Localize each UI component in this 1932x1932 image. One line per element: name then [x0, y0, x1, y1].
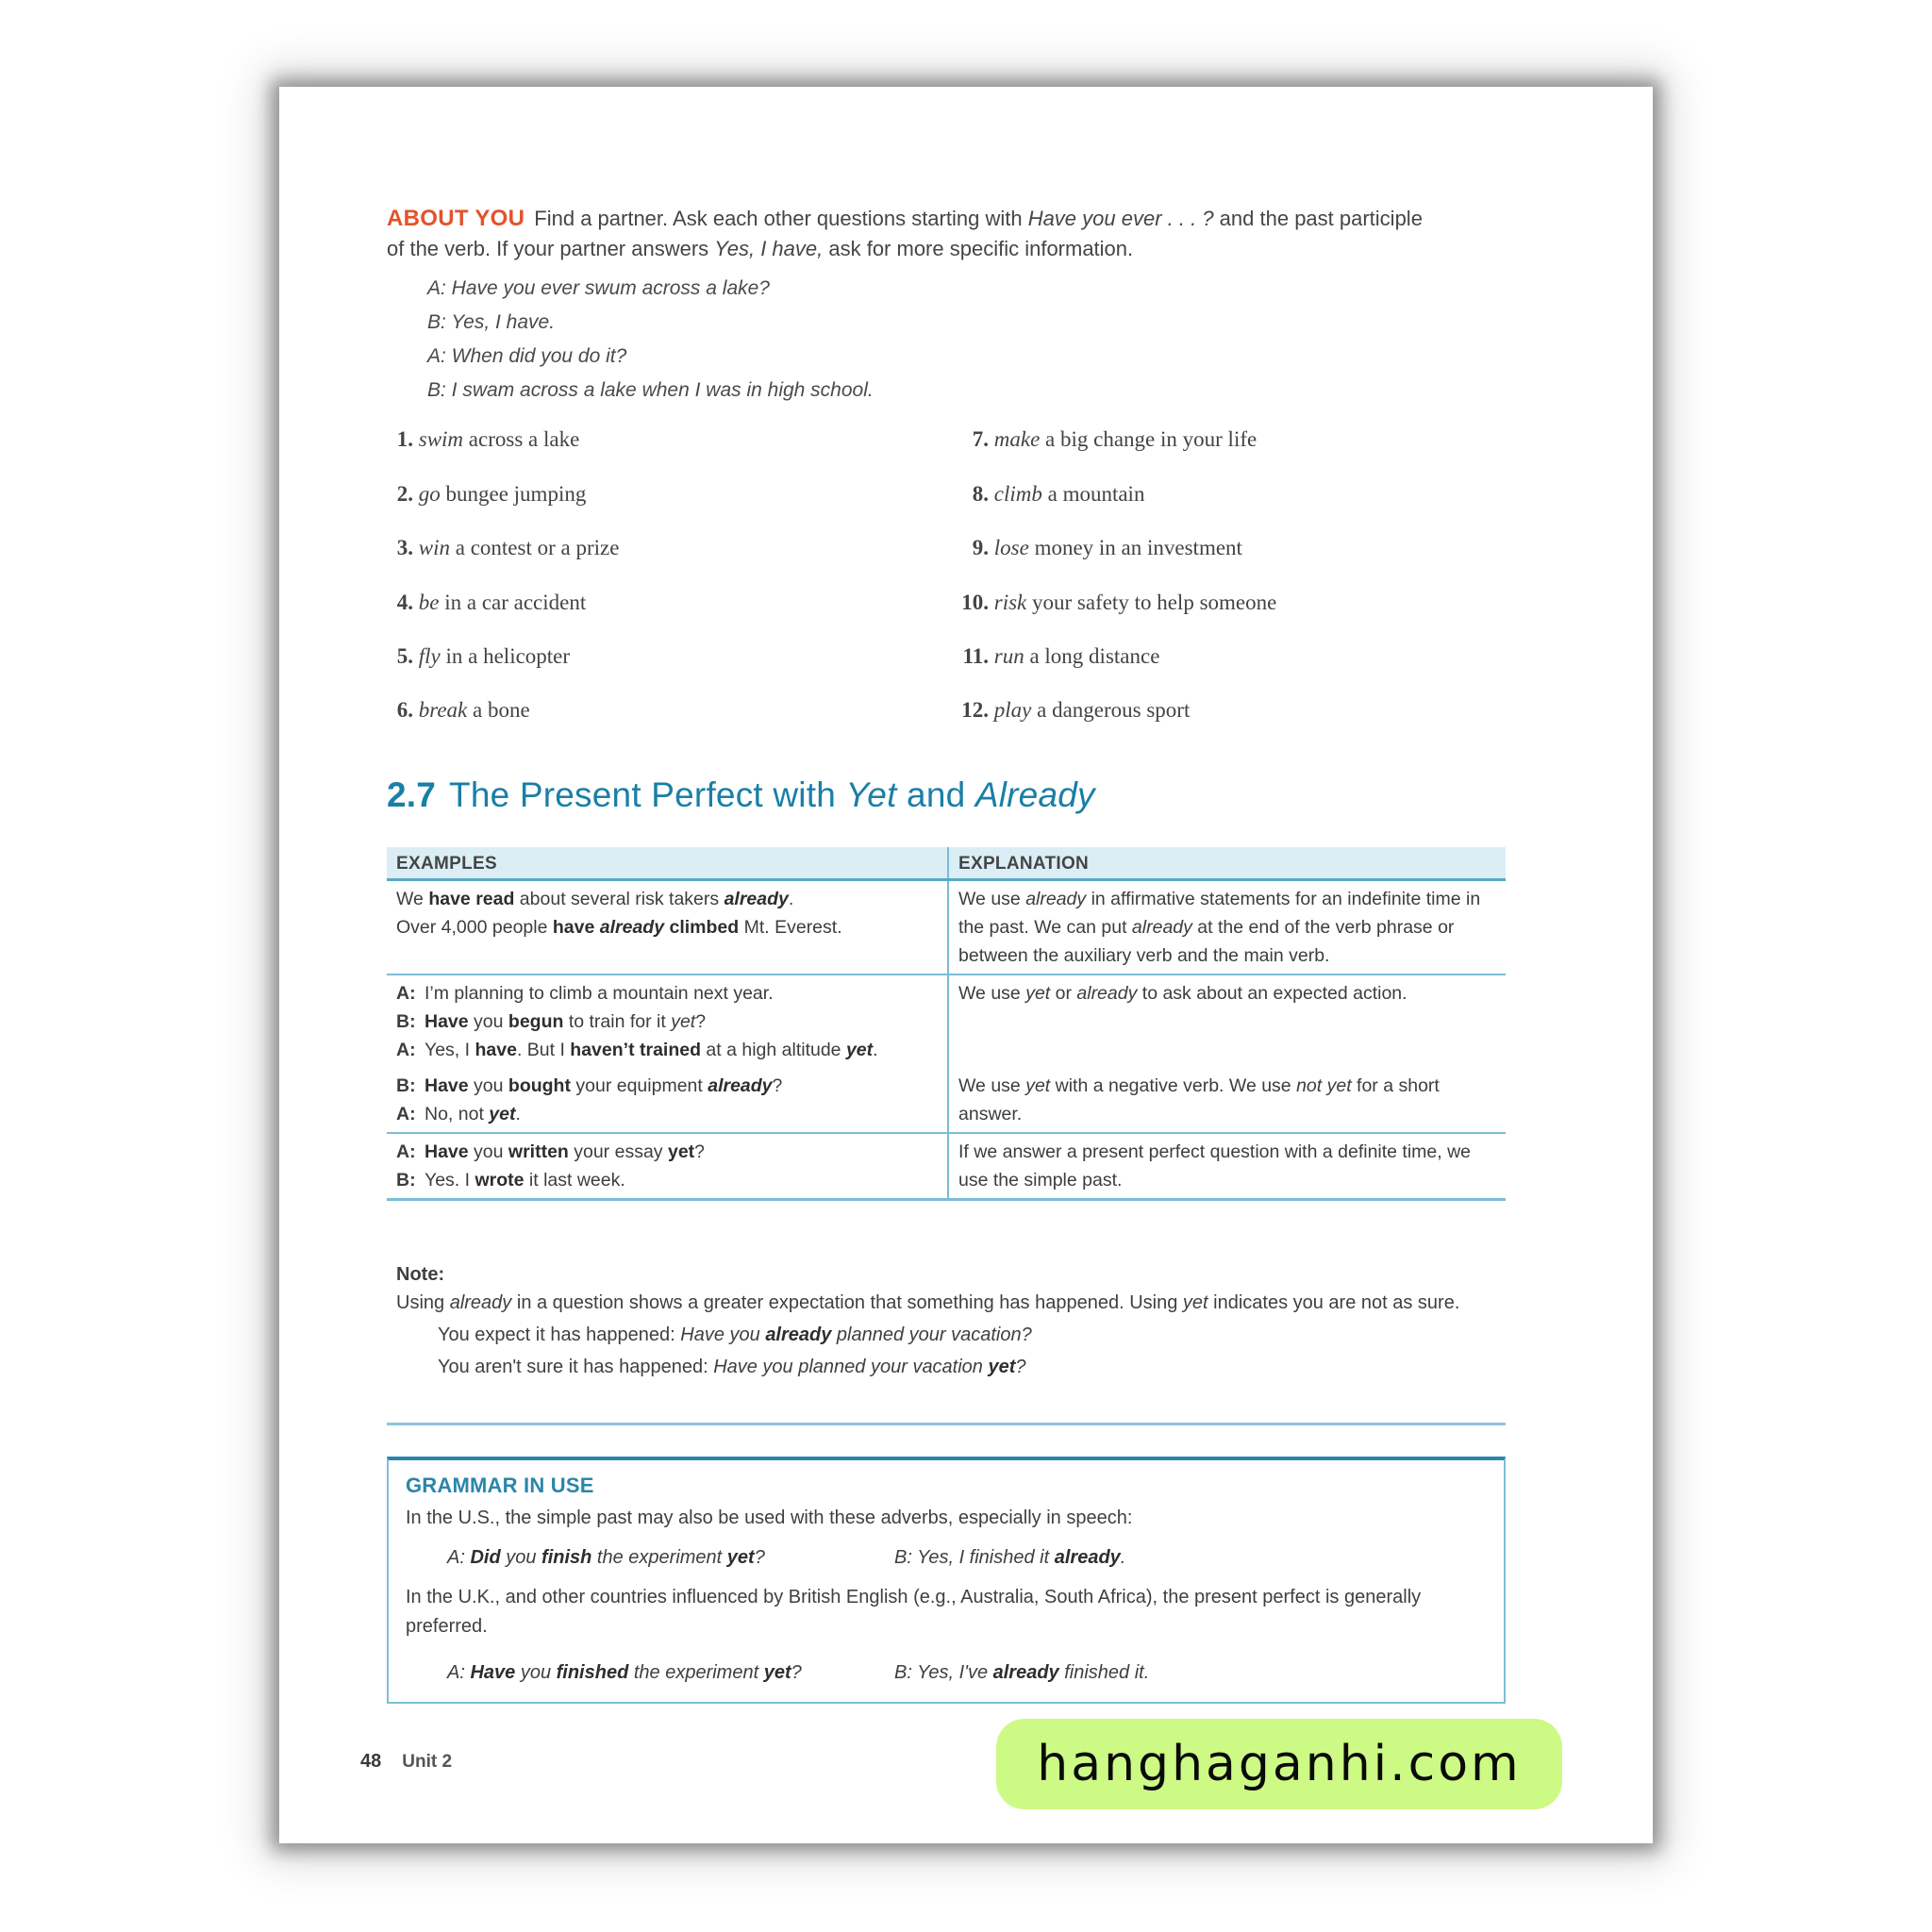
about-you-tag: ABOUT YOU [387, 206, 525, 231]
grammar-in-use-paragraph: In the U.S., the simple past may also be used with these adverbs, especially in speech: [406, 1507, 1133, 1528]
section-title-text: The Present Perfect with [449, 775, 846, 814]
dialog-line: B: I swam across a lake when I was in high school. [427, 379, 874, 401]
section-title [387, 775, 1095, 815]
exercise-item: 12. play a dangerous sport [961, 698, 1191, 722]
grammar-in-use-example: B: Yes, I finished it already. [894, 1547, 1126, 1568]
exercise-item: 2. go bungee jumping [396, 482, 587, 506]
grammar-in-use-example: B: Yes, I've already finished it. [894, 1662, 1150, 1683]
examples-cell [387, 1133, 948, 1200]
instruction-text: and the past participle of the verb. If your partner answers [387, 207, 1423, 260]
textbook-page [279, 87, 1653, 1843]
instruction-emphasis: Yes, I have, [714, 237, 824, 260]
table-row [387, 880, 1506, 975]
dialog-line: A: Have you ever swum across a lake? [427, 277, 770, 299]
watermark-badge [996, 1719, 1562, 1809]
about-you-instructions [387, 204, 1424, 264]
example-line: B: Have you begun to train for it yet? [396, 1011, 707, 1032]
page-footer [360, 1751, 452, 1773]
note-text: Using already in a question shows a greater expectation that something has happened. Using yet indicates you are not as sure. [396, 1292, 1460, 1313]
page-number: 48 [360, 1751, 382, 1772]
example-line: A: Yes, I have. But I haven’t trained at a high altitude yet. [396, 1040, 878, 1060]
sample-dialog [427, 272, 874, 408]
grammar-in-use-paragraph: In the U.K., and other countries influenced by British English (e.g., Australia, South Africa), the present perfect is generally preferred. [406, 1587, 1422, 1637]
header-examples: EXAMPLES [387, 847, 948, 880]
example-line: B: Yes. I wrote it last week. [396, 1170, 625, 1191]
explanation-cell: We use yet or already to ask about an expected action. [958, 983, 1407, 1004]
table-header-row [387, 847, 1506, 880]
exercise-item: 6. break a bone [396, 698, 530, 722]
exercise-item: 5. fly in a helicopter [396, 644, 571, 668]
dialog-line: A: When did you do it? [427, 345, 627, 367]
explanation-cell: If we answer a present perfect question with a definite time, we use the simple past. [948, 1133, 1506, 1200]
header-explanation: EXPLANATION [948, 847, 1506, 880]
grammar-in-use-title: GRAMMAR IN USE [406, 1474, 594, 1497]
examples-cell [387, 974, 948, 1068]
example-line: We have read about several risk takers already. [396, 889, 794, 909]
grammar-in-use-example: A: Did you finish the experiment yet? [447, 1547, 765, 1568]
table-row [387, 1133, 1506, 1200]
watermark-text: hanghaganhi.com [1037, 1736, 1522, 1792]
dialog-line: B: Yes, I have. [427, 311, 556, 333]
grammar-table [387, 847, 1506, 1201]
note-label: Note: [396, 1264, 445, 1285]
grammar-in-use-box [387, 1457, 1506, 1704]
note-example: You expect it has happened: Have you already planned your vacation? [438, 1324, 1032, 1345]
example-line: Over 4,000 people have already climbed Mt. Everest. [396, 917, 842, 938]
explanation-cell: We use yet with a negative verb. We use not yet for a short answer. [948, 1068, 1506, 1133]
note-example: You aren't sure it has happened: Have you planned your vacation yet? [438, 1357, 1026, 1377]
exercise-item: 8. climb a mountain [972, 482, 1145, 506]
instruction-text: Find a partner. Ask each other questions starting with [534, 207, 1028, 230]
example-line: A: No, not yet. [396, 1104, 521, 1124]
note-divider [387, 1423, 1506, 1425]
note-block [387, 1257, 1506, 1381]
instruction-emphasis: Have you ever . . . ? [1027, 207, 1214, 230]
example-line: B: Have you bought your equipment already? [396, 1075, 783, 1096]
example-line: A: Have you written your essay yet? [396, 1141, 706, 1162]
explanation-cell: We use already in affirmative statements for an indefinite time in the past. We can put already at the end of the verb phrase or between the auxiliary verb and the main verb. [948, 880, 1506, 975]
exercise-item: 3. win a contest or a prize [396, 536, 620, 559]
section-number: 2.7 [387, 775, 437, 814]
example-line: A: I’m planning to climb a mountain next year. [396, 983, 774, 1004]
exercise-item: 4. be in a car accident [396, 591, 587, 614]
section-title-emphasis: Yet [845, 775, 897, 814]
exercise-item: 10. risk your safety to help someone [961, 591, 1277, 614]
exercise-item: 7. make a big change in your life [972, 427, 1257, 451]
examples-cell [387, 1068, 948, 1133]
examples-cell [387, 880, 948, 975]
exercise-item: 1. swim across a lake [396, 427, 580, 451]
section-title-text: and [896, 775, 975, 814]
unit-label: Unit 2 [402, 1752, 453, 1772]
instruction-text: ask for more specific information. [823, 237, 1134, 260]
exercise-item: 11. run a long distance [962, 644, 1160, 668]
section-title-emphasis: Already [974, 775, 1095, 814]
grammar-in-use-example: A: Have you finished the experiment yet? [447, 1662, 802, 1683]
exercise-item: 9. lose money in an investment [972, 536, 1242, 559]
table-row [387, 1068, 1506, 1133]
table-row [387, 974, 1506, 1068]
